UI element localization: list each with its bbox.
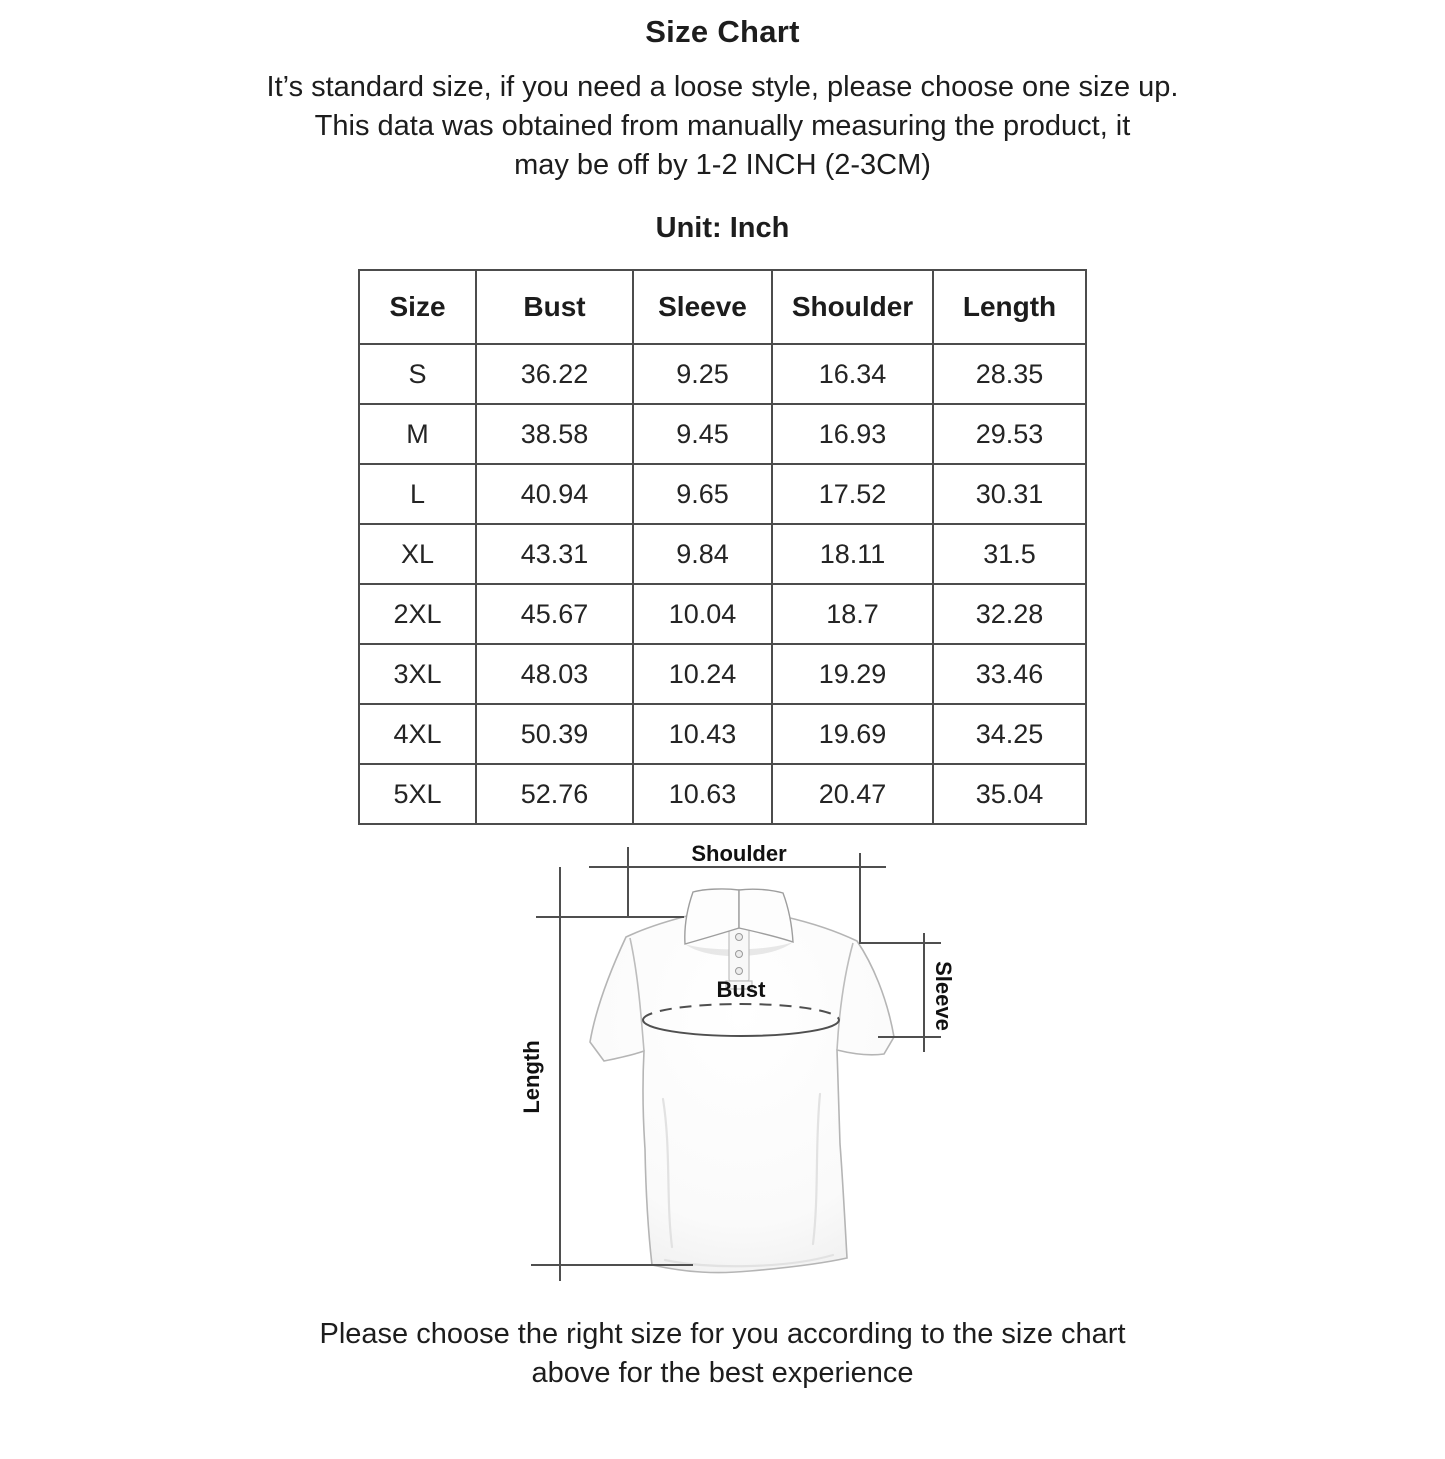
measurement-cell: 16.93 xyxy=(772,404,933,464)
column-header-bust: Bust xyxy=(476,270,633,344)
bust-label: Bust xyxy=(716,977,765,1002)
table-row-2xl xyxy=(359,584,1086,644)
size-label-cell: 5XL xyxy=(359,764,476,824)
measurement-cell: 34.25 xyxy=(933,704,1086,764)
table-row-4xl xyxy=(359,704,1086,764)
size-label-cell: L xyxy=(359,464,476,524)
measurement-cell: 10.43 xyxy=(633,704,772,764)
table-row-5xl xyxy=(359,764,1086,824)
measurement-cell: 10.04 xyxy=(633,584,772,644)
measurement-cell: 19.69 xyxy=(772,704,933,764)
unit-label: Unit: Inch xyxy=(655,212,790,244)
measurement-diagram xyxy=(463,839,983,1289)
table-row-s xyxy=(359,344,1086,404)
measurement-cell: 38.58 xyxy=(476,404,633,464)
size-label-cell: XL xyxy=(359,524,476,584)
measurement-cell: 10.24 xyxy=(633,644,772,704)
size-chart-page xyxy=(0,14,1445,1459)
shoulder-label: Shoulder xyxy=(690,841,787,866)
measurement-cell: 28.35 xyxy=(933,344,1086,404)
measurement-cell: 29.53 xyxy=(933,404,1086,464)
size-note xyxy=(0,68,1445,185)
size-label-cell: 2XL xyxy=(359,584,476,644)
column-header-length: Length xyxy=(933,270,1086,344)
column-header-size: Size xyxy=(359,270,476,344)
measurement-cell: 32.28 xyxy=(933,584,1086,644)
measurement-cell: 52.76 xyxy=(476,764,633,824)
size-label-cell: 3XL xyxy=(359,644,476,704)
measurement-cell: 10.63 xyxy=(633,764,772,824)
measurement-cell: 19.29 xyxy=(772,644,933,704)
measurement-cell: 43.31 xyxy=(476,524,633,584)
size-note-line: It’s standard size, if you need a loose style, please choose one size up. xyxy=(266,71,1179,103)
measurement-cell: 33.46 xyxy=(933,644,1086,704)
table-row-m xyxy=(359,404,1086,464)
measurement-cell: 30.31 xyxy=(933,464,1086,524)
size-label-cell: M xyxy=(359,404,476,464)
size-label-cell: 4XL xyxy=(359,704,476,764)
measurement-cell: 31.5 xyxy=(933,524,1086,584)
table-row-l xyxy=(359,464,1086,524)
measurement-cell: 40.94 xyxy=(476,464,633,524)
measurement-cell: 45.67 xyxy=(476,584,633,644)
size-note-line: This data was obtained from manually measuring the product, it xyxy=(314,110,1131,142)
polo-shirt-graphic xyxy=(590,889,894,1273)
sleeve-label: Sleeve xyxy=(930,961,956,1031)
size-table-header-row xyxy=(359,270,1086,344)
measurement-cell: 36.22 xyxy=(476,344,633,404)
measurement-cell: 9.45 xyxy=(633,404,772,464)
shirt-button xyxy=(735,951,742,958)
measurement-cell: 17.52 xyxy=(772,464,933,524)
measurement-cell: 35.04 xyxy=(933,764,1086,824)
footer-note-line: above for the best experience xyxy=(531,1357,914,1389)
footer-note-line: Please choose the right size for you according to the size chart xyxy=(319,1318,1126,1350)
measurement-cell: 18.11 xyxy=(772,524,933,584)
length-label: Length xyxy=(518,1040,544,1114)
size-table-body xyxy=(359,344,1086,824)
shirt-button xyxy=(735,968,742,975)
size-table xyxy=(358,269,1087,825)
size-label-cell: S xyxy=(359,344,476,404)
measurement-cell: 48.03 xyxy=(476,644,633,704)
measurement-cell: 20.47 xyxy=(772,764,933,824)
size-note-line: may be off by 1-2 INCH (2-3CM) xyxy=(514,149,931,181)
column-header-shoulder: Shoulder xyxy=(772,270,933,344)
measurement-cell: 9.25 xyxy=(633,344,772,404)
column-header-sleeve: Sleeve xyxy=(633,270,772,344)
page-title: Size Chart xyxy=(645,14,800,49)
measurement-cell: 50.39 xyxy=(476,704,633,764)
table-row-xl xyxy=(359,524,1086,584)
measurement-cell: 16.34 xyxy=(772,344,933,404)
footer-note xyxy=(0,1315,1445,1393)
measurement-cell: 9.65 xyxy=(633,464,772,524)
measurement-cell: 9.84 xyxy=(633,524,772,584)
shirt-button xyxy=(735,934,742,941)
table-row-3xl xyxy=(359,644,1086,704)
measurement-cell: 18.7 xyxy=(772,584,933,644)
measurement-diagram-svg xyxy=(463,839,983,1289)
